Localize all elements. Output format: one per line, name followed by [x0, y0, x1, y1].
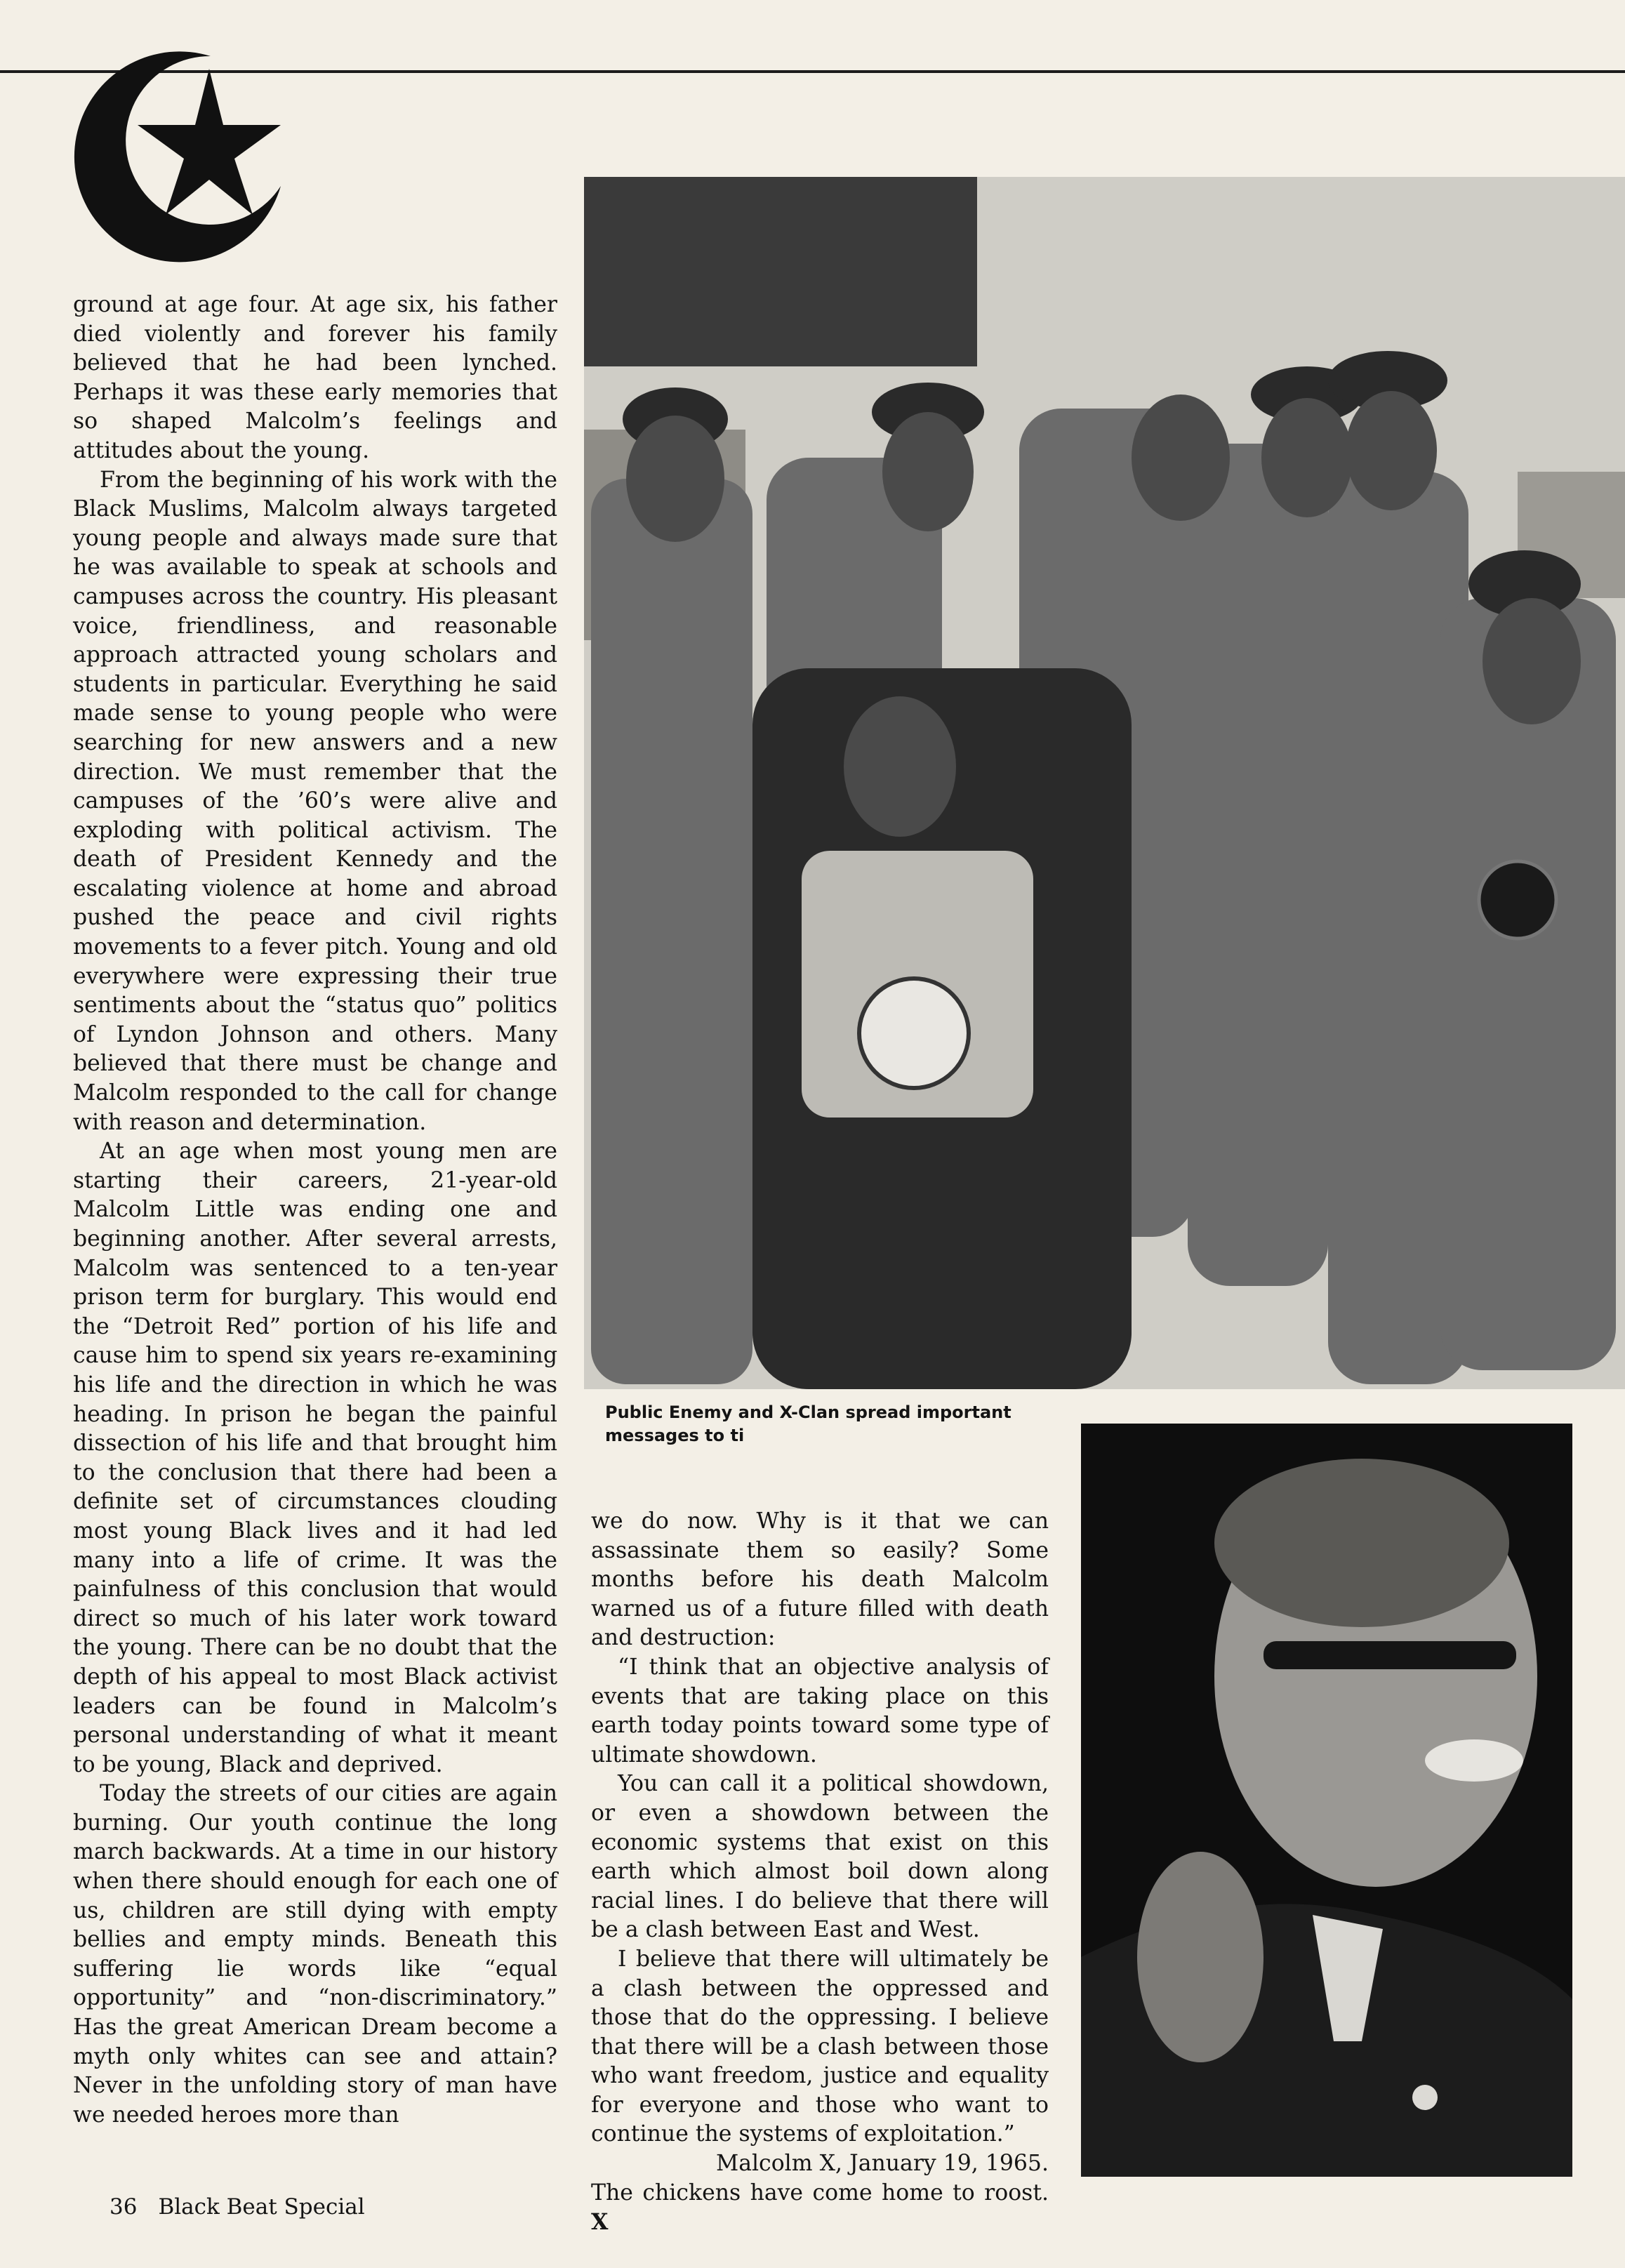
page-footer [110, 2193, 365, 2221]
paragraph: At an age when most young men are starting their careers, 21-year-old Malcolm Little was ending one and beginning another. After several arrests, Malcolm was sentenced to a ten-year prison term for burglary. This would end the “Detroit Red” portion of his life and cause him to spend six years re-examining his life and the direction in which he was heading. In prison he began the painful dissection of his life and that brought him to the conclusion that there had been a definite set of circumstances clouding most young Black lives and it had led many into a life of crime. It was the painfulness of this conclusion that would direct so much of his later work toward the young. There can be no doubt that the depth of his appeal to most Black activist leaders can be found in Malcolm’s personal understanding of what it meant to be young, Black and deprived. [73, 1139, 557, 1777]
closing-line [591, 2179, 1049, 2238]
group-photo [584, 177, 1625, 1389]
quote-paragraph: I believe that there will ultimately be a clash between the oppressed and those that do the oppressing. I believe that there will be a clash between those who want freedom, justice and equality for everyone and those who want to continue the systems of exploitation.” [591, 1946, 1049, 2147]
article-left-column [73, 291, 557, 2130]
closing-text: The chickens have come home to roost. [591, 2180, 1049, 2206]
quote-paragraph: You can call it a political showdown, or even a showdown between the economic systems that exist on this earth which almost boil down along racial lines. I do believe that there will be a clash between East and West. [591, 1771, 1049, 1943]
photo-caption: Public Enemy and X-Clan spread important messages to ti [605, 1402, 1012, 1445]
end-mark: X [591, 2209, 609, 2236]
page-number: 36 [110, 2194, 138, 2220]
malcolm-x-portrait [1081, 1424, 1572, 2177]
paragraph: ground at age four. At age six, his father died violently and forever his family believed that he had been lynched. Perhaps it was these early memories that so shaped Malcolm’s feelings and attitudes about the young. [73, 292, 557, 463]
quote-paragraph: “I think that an objective analysis of events that are taking place on this earth today points toward some type of ultimate showdown. [591, 1654, 1049, 1768]
paragraph: From the beginning of his work with the Black Muslims, Malcolm always targeted young people and always made sure that he was available to speak at schools and campuses across the country. His pleasant voice, friendliness, and reasonable approach attracted young scholars and students in particular. Everything he said made sense to young people who were searching for new answers and a new direction. We must remember that the campuses of the ’60’s were alive and exploding with political activism. The death of President Kennedy and the escalating violence at home and abroad pushed the peace and civil rights movements to a fever pitch. Young and old everywhere were expressing their true sentiments about the “status quo” politics of Lyndon Johnson and others. Many believed that there must be change and Malcolm responded to the call for change with reason and determination. [73, 467, 557, 1135]
group-photo-image [584, 177, 1625, 1389]
crescent-star-icon [49, 35, 288, 267]
publication-name: Black Beat Special [158, 2194, 365, 2220]
paragraph: Today the streets of our cities are again burning. Our youth continue the long march backwards. At a time in our history when there should enough for each one of us, children are still dying with empty bellies and empty minds. Beneath this suffering lie words like “equal opportunity” and “non-discriminatory.” Has the great American Dream become a myth only whites can see and attain? Never in the unfolding story of man have we needed heroes more than [73, 1781, 557, 2128]
paragraph: we do now. Why is it that we can assassinate them so easily? Some months before his death Malcolm warned us of a future filled with death and destruction: [591, 1508, 1049, 1651]
malcolm-x-portrait-image [1081, 1424, 1572, 2177]
quote-attribution: Malcolm X, January 19, 1965. [715, 2151, 1049, 2177]
article-middle-column [591, 1507, 1049, 2238]
